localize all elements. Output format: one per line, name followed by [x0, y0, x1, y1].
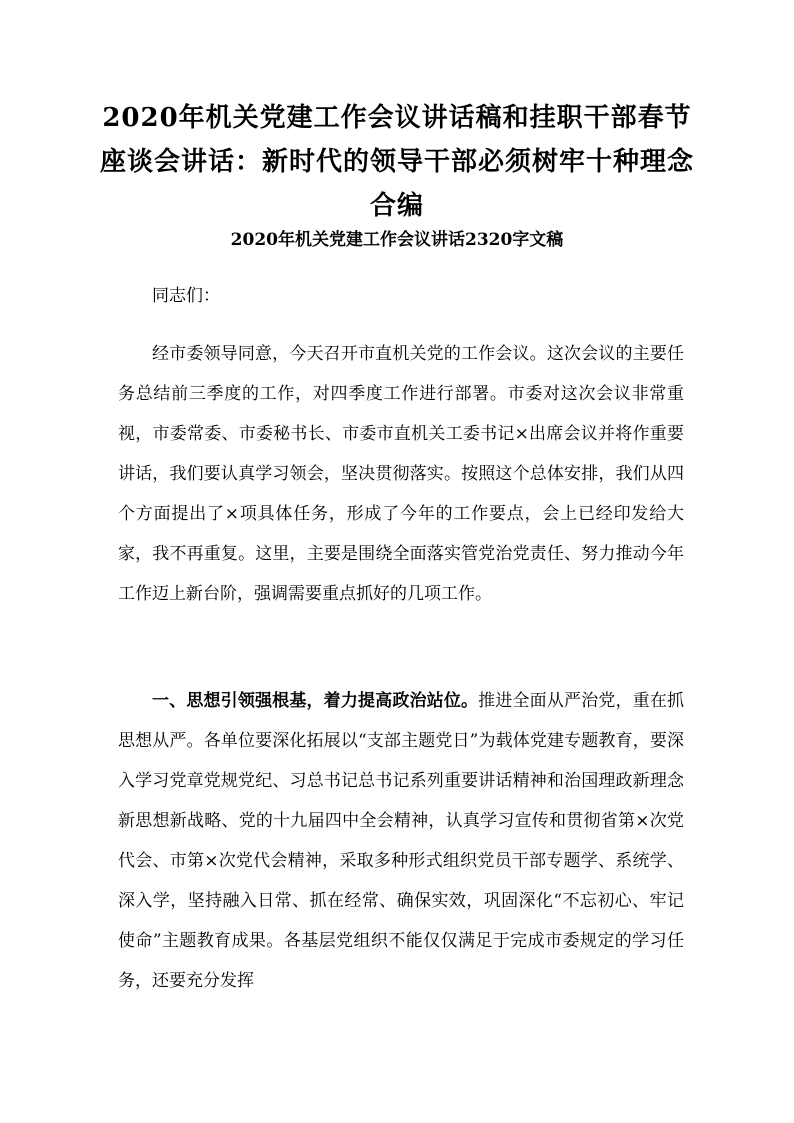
body-paragraph	[118, 334, 684, 614]
paragraph-text: 推进全面从严治党，重在抓思想从严。各单位要深化拓展以“支部主题党日”为载体党建专题教育，要深入学习党章党规党纪、习总书记总书记系列重要讲话精神和治国理政新理念新思想新战略、党的十九届四中全会精神，认真学习宣传和贯彻省第×次党代会、市第×次党代会精神，采取多种形式组织党员干部专题学、系统学、深入学，坚持融入日常、抓在经常、确保实效，巩固深化“不忘初心、牢记使命”主题教育成果。各基层党组织不能仅仅满足于完成市委规定的学习任务，还要充分发挥	[118, 691, 685, 991]
paragraph-text: 经市委领导同意，今天召开市直机关党的工作会议。这次会议的主要任务总结前三季度的工作，对四季度工作进行部署。市委对这次会议非常重视，市委常委、市委秘书长、市委市直机关工委书记×出席会议并将作重要讲话，我们要认真学习领会，坚决贯彻落实。按照这个总体安排，我们从四个方面提出了×项具体任务，形成了今年的工作要点，会上已经印发给大家，我不再重复。这里，主要是围绕全面落实管党治党责任、努力推动今年工作迈上新台阶，强调需要重点抓好的几项工作。	[118, 344, 684, 604]
greeting: 同志们：	[152, 286, 220, 306]
body-paragraph	[118, 681, 684, 1001]
section-subtitle: 2020年机关党建工作会议讲话2320字文稿	[230, 230, 564, 250]
paragraph-heading: 一、思想引领强根基，着力提高政治站位。	[152, 691, 479, 711]
document-title: 2020年机关党建工作会议讲话稿和挂职干部春节座谈会讲话：新时代的领导干部必须树牢十种理念合编	[100, 103, 695, 221]
